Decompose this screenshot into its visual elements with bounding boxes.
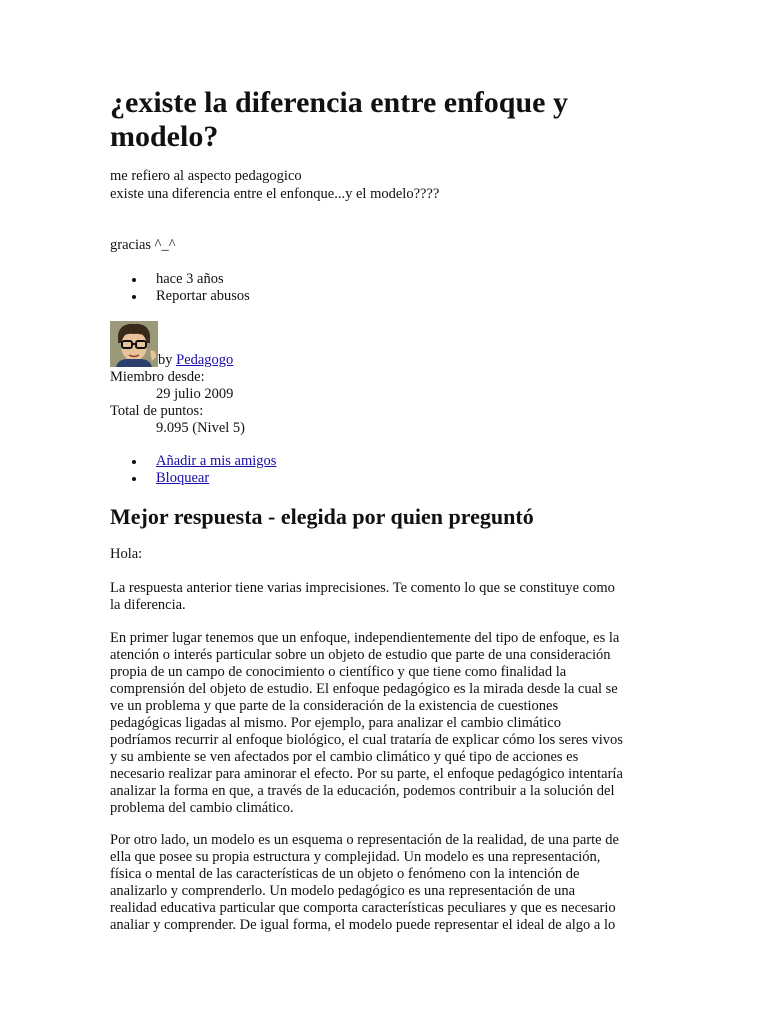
bullet-icon bbox=[132, 477, 136, 481]
paragraph-line: ve un problema y que parte de la consideración de la existencia de cuestiones bbox=[110, 698, 559, 714]
bullet-icon bbox=[132, 460, 136, 464]
answer-paragraph-1 bbox=[110, 580, 660, 614]
points-value: 9.095 (Nivel 5) bbox=[156, 420, 245, 436]
block-user-link[interactable]: Bloquear bbox=[156, 470, 210, 486]
paragraph-line: La respuesta anterior tiene varias imprecisiones. Te comento lo que se constituye como bbox=[110, 580, 615, 596]
author-byline bbox=[158, 352, 233, 369]
paragraph-line: realidad educativa particular que comporta características peculiares y que es necesario bbox=[110, 900, 616, 916]
paragraph-line: analiar y comprender. De igual forma, el modelo puede representar el ideal de algo a lo bbox=[110, 917, 616, 933]
list-item[interactable] bbox=[110, 470, 276, 487]
paragraph-line: Por otro lado, un modelo es un esquema o representación de la realidad, de una parte de bbox=[110, 832, 619, 848]
question-body-line-1: me refiero al aspecto pedagogico bbox=[110, 168, 302, 184]
author-actions-list bbox=[110, 453, 276, 487]
list-item bbox=[110, 271, 250, 288]
bullet-icon bbox=[132, 295, 136, 299]
thanks-text: gracias ^_^ bbox=[110, 237, 176, 253]
paragraph-line: problema del cambio climático. bbox=[110, 800, 294, 816]
points-label: Total de puntos: bbox=[110, 403, 204, 419]
paragraph-line: pedagógicas ligadas al mismo. Por ejemplo, para analizar el cambio climático bbox=[110, 715, 561, 731]
add-friend-link[interactable]: Añadir a mis amigos bbox=[156, 453, 277, 469]
posted-time: hace 3 años bbox=[156, 271, 224, 287]
member-since-value: 29 julio 2009 bbox=[156, 386, 234, 402]
answer-greeting: Hola: bbox=[110, 546, 143, 562]
list-item[interactable] bbox=[110, 288, 250, 305]
user-avatar-icon[interactable] bbox=[110, 321, 158, 367]
answer-paragraph-3 bbox=[110, 832, 660, 934]
paragraph-line: analizarlo y comprenderlo. Un modelo pedagógico es una representación de una bbox=[110, 883, 576, 899]
paragraph-line: propia de un campo de conocimiento o científico y que tiene como finalidad la bbox=[110, 664, 567, 680]
member-since-label: Miembro desde: bbox=[110, 369, 205, 385]
answer-paragraph-2 bbox=[110, 630, 660, 817]
question-meta-list bbox=[110, 271, 250, 305]
paragraph-line: física o mental de las características de un objeto o fenómeno con la intención de bbox=[110, 866, 580, 882]
question-title: ¿existe la diferencia entre enfoque y modelo? bbox=[110, 86, 568, 153]
by-label: by bbox=[158, 352, 173, 368]
question-body-line-2: existe una diferencia entre el enfonque...y el modelo???? bbox=[110, 186, 440, 202]
best-answer-heading: Mejor respuesta - elegida por quien preguntó bbox=[110, 504, 534, 529]
paragraph-line: podríamos recurrir al enfoque biológico, el cual trataría de explicar cómo los seres vivos bbox=[110, 732, 623, 748]
author-name-link[interactable]: Pedagogo bbox=[176, 352, 234, 368]
paragraph-line: la diferencia. bbox=[110, 597, 186, 613]
paragraph-line: comprensión del objeto de estudio. El enfoque pedagógico es la mirada desde la cual se bbox=[110, 681, 618, 697]
report-abuse-link[interactable]: Reportar abusos bbox=[156, 288, 250, 304]
paragraph-line: En primer lugar tenemos que un enfoque, independientemente del tipo de enfoque, es la bbox=[110, 630, 620, 646]
list-item[interactable] bbox=[110, 453, 276, 470]
paragraph-line: ella que posee su propia estructura y complejidad. Un modelo es una representación, bbox=[110, 849, 601, 865]
paragraph-line: analizar la forma en que, a través de la educación, podemos contribuir a la solución del bbox=[110, 783, 615, 799]
paragraph-line: necesario realizar para aminorar el efecto. Por su parte, el enfoque pedagógico intentaría bbox=[110, 766, 623, 782]
bullet-icon bbox=[132, 278, 136, 282]
paragraph-line: y su ambiente se ven afectados por el cambio climático y qué tipo de acciones es bbox=[110, 749, 579, 765]
paragraph-line: atención o interés particular sobre un objeto de estudio que parte de una consideración bbox=[110, 647, 611, 663]
